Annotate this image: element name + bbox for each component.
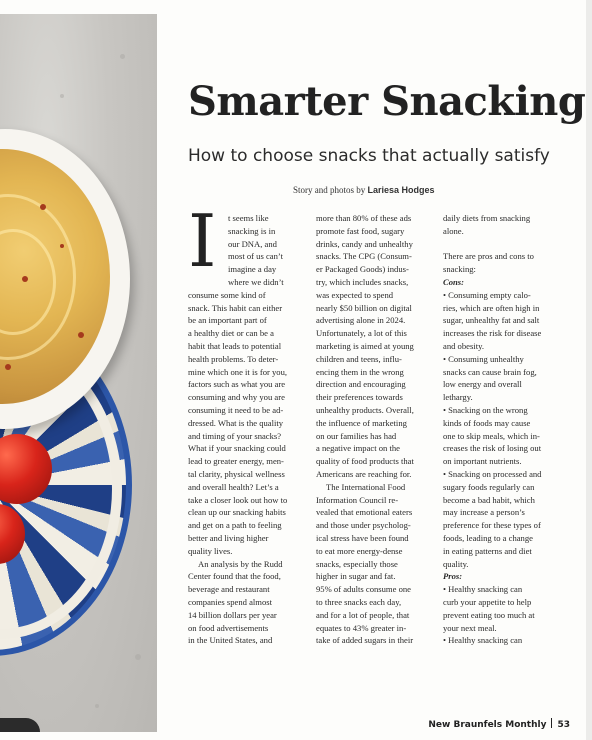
publication-name: New Braunfels Monthly <box>428 720 547 730</box>
page-edge <box>586 0 592 740</box>
text-line: t seems like <box>228 213 269 223</box>
text-line: and those under psycholog- <box>316 520 411 531</box>
text-column-3 <box>443 212 558 647</box>
text-line: snack. This habit can either <box>188 302 283 313</box>
photo-corner <box>0 718 40 732</box>
text-line: in the United States, and <box>188 635 273 646</box>
text-line: • Snacking on the wrong <box>443 404 528 415</box>
text-line: habit that leads to potential <box>188 340 282 351</box>
text-line: on food advertisements <box>188 622 269 633</box>
text-line: and overall health? Let’s a <box>188 481 279 492</box>
text-line: • Healthy snacking can <box>443 584 523 595</box>
text-line: consuming it need to be ad- <box>188 404 284 415</box>
text-line: drinks, candy and unhealthy <box>316 238 413 249</box>
text-line: most of us can’t <box>228 251 283 262</box>
text-line: on important nutrients. <box>443 456 522 467</box>
text-line: the influence of marketing <box>316 417 407 428</box>
paragraph-gap <box>443 238 558 251</box>
text-line: Americans are reaching for. <box>316 468 412 479</box>
text-line: to eat more energy-dense <box>316 545 403 556</box>
text-column-1 <box>188 212 300 647</box>
text-line: Center found that the food, <box>188 571 281 582</box>
drop-cap: I <box>188 199 217 283</box>
text-line: companies spend almost <box>188 596 273 607</box>
text-line: 14 billion dollars per year <box>188 609 277 620</box>
text-line: Cons: <box>443 276 465 287</box>
paprika-speck <box>40 204 46 210</box>
text-line: and obesity. <box>443 340 484 351</box>
text-line: children and teens, influ- <box>316 353 402 364</box>
article-subtitle: How to choose snacks that actually satisfy <box>188 146 550 166</box>
text-line: nearly $50 billion on digital <box>316 302 412 313</box>
text-line: The International Food <box>326 481 406 492</box>
text-line: snacking: <box>443 264 476 275</box>
text-line: advertising alone in 2024. <box>316 315 406 326</box>
page-number: 53 <box>557 720 570 730</box>
text-line: What if your snacking could <box>188 443 286 454</box>
text-line: prevent eating too much at <box>443 609 535 620</box>
paprika-speck <box>60 244 64 248</box>
text-line: snacks can cause brain fog, <box>443 366 537 377</box>
text-line: try, which includes snacks, <box>316 276 409 287</box>
text-line: unhealthy products. Overall, <box>316 404 414 415</box>
text-line: consume some kind of <box>188 289 266 300</box>
text-line: take a closer look out how to <box>188 494 288 505</box>
text-line: direction and encouraging <box>316 379 406 390</box>
text-line: mine which one it is for you, <box>188 366 288 377</box>
text-line: health problems. To deter- <box>188 353 279 364</box>
text-line: become a bad habit, which <box>443 494 535 505</box>
text-line: a negative impact on the <box>316 443 400 454</box>
text-line: a healthy diet or can be a <box>188 328 274 339</box>
countertop-speck <box>135 654 141 660</box>
text-line: higher in sugar and fat. <box>316 571 396 582</box>
text-line: on our families has had <box>316 430 397 441</box>
text-line: and get on a path to feeling <box>188 520 282 531</box>
text-line: tal clarity, physical wellness <box>188 468 285 479</box>
text-line: Information Council re- <box>316 494 399 505</box>
text-line: equates to 43% greater in- <box>316 622 407 633</box>
text-line: • Snacking on processed and <box>443 468 542 479</box>
byline <box>293 185 435 195</box>
text-line: er Packaged Goods) indus- <box>316 264 409 275</box>
text-line: factors such as what you are <box>188 379 286 390</box>
text-line: our DNA, and <box>228 238 277 249</box>
countertop-speck <box>60 94 64 98</box>
text-line: • Consuming unhealthy <box>443 353 524 364</box>
text-line: kinds of foods may cause <box>443 417 531 428</box>
countertop-speck <box>95 704 99 708</box>
text-line: • Healthy snacking can <box>443 635 523 646</box>
text-line: sugary foods regularly can <box>443 481 535 492</box>
text-line: imagine a day <box>228 264 277 275</box>
text-line: foods, leading to a change <box>443 532 533 543</box>
text-line: promote fast food, sugary <box>316 225 405 236</box>
text-line: beverage and restaurant <box>188 584 270 595</box>
text-line: preference for these types of <box>443 520 541 531</box>
text-line: in eating patterns and diet <box>443 545 532 556</box>
text-line: consuming and why you are <box>188 392 285 403</box>
text-line: lethargy. <box>443 392 473 403</box>
text-line: increases the risk for disease <box>443 328 542 339</box>
text-line: Unfortunately, a lot of this <box>316 328 407 339</box>
footer-divider <box>551 718 552 728</box>
text-line: sugar, unhealthy fat and salt <box>443 315 540 326</box>
paprika-speck <box>5 364 11 370</box>
text-line: take of added sugars in their <box>316 635 414 646</box>
text-line: quality of food products that <box>316 456 414 467</box>
text-line: their preferences towards <box>316 392 403 403</box>
text-line: Pros: <box>443 571 463 582</box>
text-line: curb your appetite to help <box>443 596 532 607</box>
text-line: • Consuming empty calo- <box>443 289 531 300</box>
byline-author: Lariesa Hodges <box>367 185 435 195</box>
text-line: to three snacks each day, <box>316 596 402 607</box>
text-line: better and living higher <box>188 532 269 543</box>
text-line: There are pros and cons to <box>443 251 534 262</box>
text-line: and timing of your snacks? <box>188 430 282 441</box>
text-line: vealed that emotional eaters <box>316 507 413 518</box>
text-line: lead to greater energy, men- <box>188 456 284 467</box>
text-line: be an important part of <box>188 315 267 326</box>
text-line: encing them in the wrong <box>316 366 404 377</box>
text-column-2 <box>316 212 431 647</box>
text-line: quality lives. <box>188 545 233 556</box>
countertop-speck <box>120 54 125 59</box>
text-line: more than 80% of these ads <box>316 213 412 223</box>
byline-prefix: Story and photos by <box>293 185 368 195</box>
text-line: 95% of adults consume one <box>316 584 411 595</box>
article-title: Smarter Snacking <box>188 78 586 125</box>
text-line: marketing is aimed at young <box>316 340 414 351</box>
text-line: was expected to spend <box>316 289 394 300</box>
text-line: one to skip meals, which in- <box>443 430 540 441</box>
text-line: snacks. The CPG (Consum- <box>316 251 412 262</box>
text-line: creases the risk of losing out <box>443 443 542 454</box>
text-line: your next meal. <box>443 622 497 633</box>
text-line: snacks, especially those <box>316 558 398 569</box>
text-line: clean up our snacking habits <box>188 507 286 518</box>
hummus-photo <box>0 14 157 732</box>
text-line: ries, which are often high in <box>443 302 540 313</box>
paprika-speck <box>22 276 28 282</box>
text-line: An analysis by the Rudd <box>198 558 283 569</box>
paprika-speck <box>78 332 84 338</box>
text-line: may increase a person’s <box>443 507 525 518</box>
text-line: ical stress have been found <box>316 532 409 543</box>
text-line: quality. <box>443 558 469 569</box>
text-line: dressed. What is the quality <box>188 417 284 428</box>
text-line: where we didn’t <box>228 276 284 287</box>
text-line: alone. <box>443 225 464 236</box>
text-line: daily diets from snacking <box>443 213 531 223</box>
text-line: and for a lot of people, that <box>316 609 410 620</box>
page-footer <box>428 718 570 730</box>
text-line: low energy and overall <box>443 379 522 390</box>
text-line: snacking is in <box>228 225 276 236</box>
